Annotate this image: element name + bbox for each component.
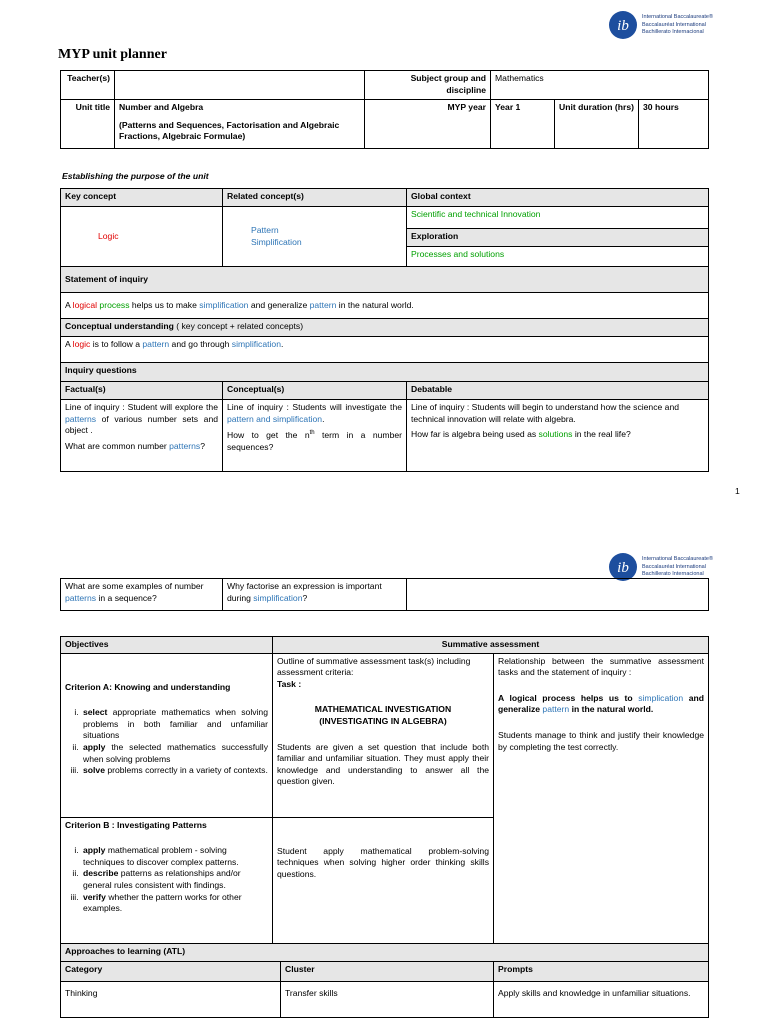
teacher-label: Teacher(s) [61,71,115,100]
criterion-b-item: i. apply mathematical problem - solving techniques to discover complex patterns. [81,845,268,868]
unit-title-value: Number and Algebra [119,102,204,112]
subject-value: Mathematics [491,71,709,100]
related-concept-label: Related concept(s) [223,189,407,207]
unit-title-cell [115,100,365,149]
criterion-b-task-cell: Student apply mathematical problem-solving techniques when solving higher order thinking skills questions. [273,817,494,943]
exploration-label: Exploration [407,229,709,247]
unit-title-sub: (Patterns and Sequences, Factorisation and Algebraic Fractions, Algebraic Formulae) [119,119,340,142]
subject-label: Subject group and discipline [365,71,491,100]
logo-line-3: Bachillerato Internacional [642,571,704,578]
svg-text:ib: ib [617,18,629,34]
objectives-table [60,636,709,1018]
page-number: 1 [735,486,740,496]
summative-label: Summative assessment [273,637,709,654]
criterion-b-cell [61,817,273,943]
criterion-a-item: iii. solve problems correctly in a variety of contexts. [81,765,268,777]
myp-year-value: Year 1 [491,100,555,149]
duration-value: 30 hours [639,100,709,149]
ib-logo-icon [608,10,638,40]
criterion-a-cell [61,653,273,817]
criterion-a-item: ii. apply the selected mathematics successfully when solving problems [81,742,268,765]
criterion-a-item: i. select appropriate mathematics when solving problems in both familiar and unfamiliar situations [81,707,268,742]
purpose-heading: Establishing the purpose of the unit [62,171,209,181]
debatable-label: Debatable [407,382,709,400]
criterion-b-title: Criterion B : Investigating Patterns [65,819,207,830]
key-concept-value: Logic [98,230,119,241]
logo-line-2: Baccalauréat International [642,563,706,570]
page-title: MYP unit planner [58,47,167,62]
atl-prompts-label: Prompts [494,961,709,981]
logo-line-1: International Baccalaureate® [642,556,714,562]
header-table [60,70,709,149]
related-concept-cell [223,207,407,267]
conceptual-label: Conceptual(s) [223,382,407,400]
task-cell: Outline of summative assessment task(s) including assessment criteria: Task : MATHEMATICAL INVESTIGATION (INVESTIGATING IN ALGEBRA) Students are given a set question that include both familiar and unfamiliar situation. They must apply their knowledge and understanding to answer all the question given. [273,653,494,817]
factual-label: Factual(s) [61,382,223,400]
purpose-table [60,188,709,472]
logo-line-2: Baccalauréat International [642,21,706,28]
atl-prompts: Apply skills and knowledge in unfamiliar situations. [494,981,709,1017]
criterion-a-title: Criterion A: Knowing and understanding [65,681,231,692]
criterion-b-item: ii. describe patterns as relationships and/or general rules consistent with findings. [81,868,268,891]
ib-logo [608,10,728,42]
relationship-cell: Relationship between the summative assessment tasks and the statement of inquiry : A logical process helps us to simplication and generalize pattern in the natural world. Students manage to think and justify their knowledge by completing the test correctly. [494,653,709,943]
teacher-value [115,71,365,100]
continued-inquiry-table [60,578,709,611]
related-concept-1: Pattern [251,224,279,235]
factual-cell: Line of inquiry : Student will explore the patterns of various number sets and object . What are common number patterns? [61,400,223,472]
exploration-value: Processes and solutions [407,247,709,267]
unit-title-label: Unit title [61,100,115,149]
myp-year-label: MYP year [365,100,491,149]
statement-label: Statement of inquiry [61,267,709,293]
global-context-label: Global context [407,189,709,207]
continued-factual: What are some examples of number patterns in a sequence? [61,579,223,611]
atl-label: Approaches to learning (ATL) [61,943,709,961]
atl-cluster-label: Cluster [281,961,494,981]
conceptual-cell: Line of inquiry : Students will investigate the pattern and simplification. How to get the $n^{th}$ term in a number sequences? [223,400,407,472]
conceptual-understanding-value: A logic is to follow a pattern and go through simplification. [61,337,709,363]
svg-text:ib: ib [617,560,629,576]
debatable-cell: Line of inquiry : Students will begin to understand how the science and technical innovation will relate with algebra. How far is algebra being used as solutions in the real life? [407,400,709,472]
global-context-value: Scientific and technical Innovation [407,207,709,229]
atl-category: Thinking [61,981,281,1017]
criterion-b-list [65,845,268,915]
statement-value: A logical process helps us to make simplification and generalize pattern in the natural world. [61,293,709,319]
objectives-label: Objectives [61,637,273,654]
conceptual-understanding-label: Conceptual understanding ( key concept + related concepts) [61,319,709,337]
continued-debatable [407,579,709,611]
logo-line-3: Bachillerato Internacional [642,29,704,36]
related-concept-2: Simplification [251,236,302,247]
criterion-a-list [65,707,268,777]
logo-line-1: International Baccalaureate® [642,14,714,20]
key-concept-label: Key concept [61,189,223,207]
atl-category-label: Category [61,961,281,981]
duration-label: Unit duration (hrs) [555,100,639,149]
criterion-b-item: iii. verify whether the pattern works for other examples. [81,892,268,915]
atl-cluster: Transfer skills [281,981,494,1017]
inquiry-questions-label: Inquiry questions [61,363,709,382]
continued-conceptual: Why factorise an expression is important during simplification? [223,579,407,611]
key-concept-cell [61,207,223,267]
